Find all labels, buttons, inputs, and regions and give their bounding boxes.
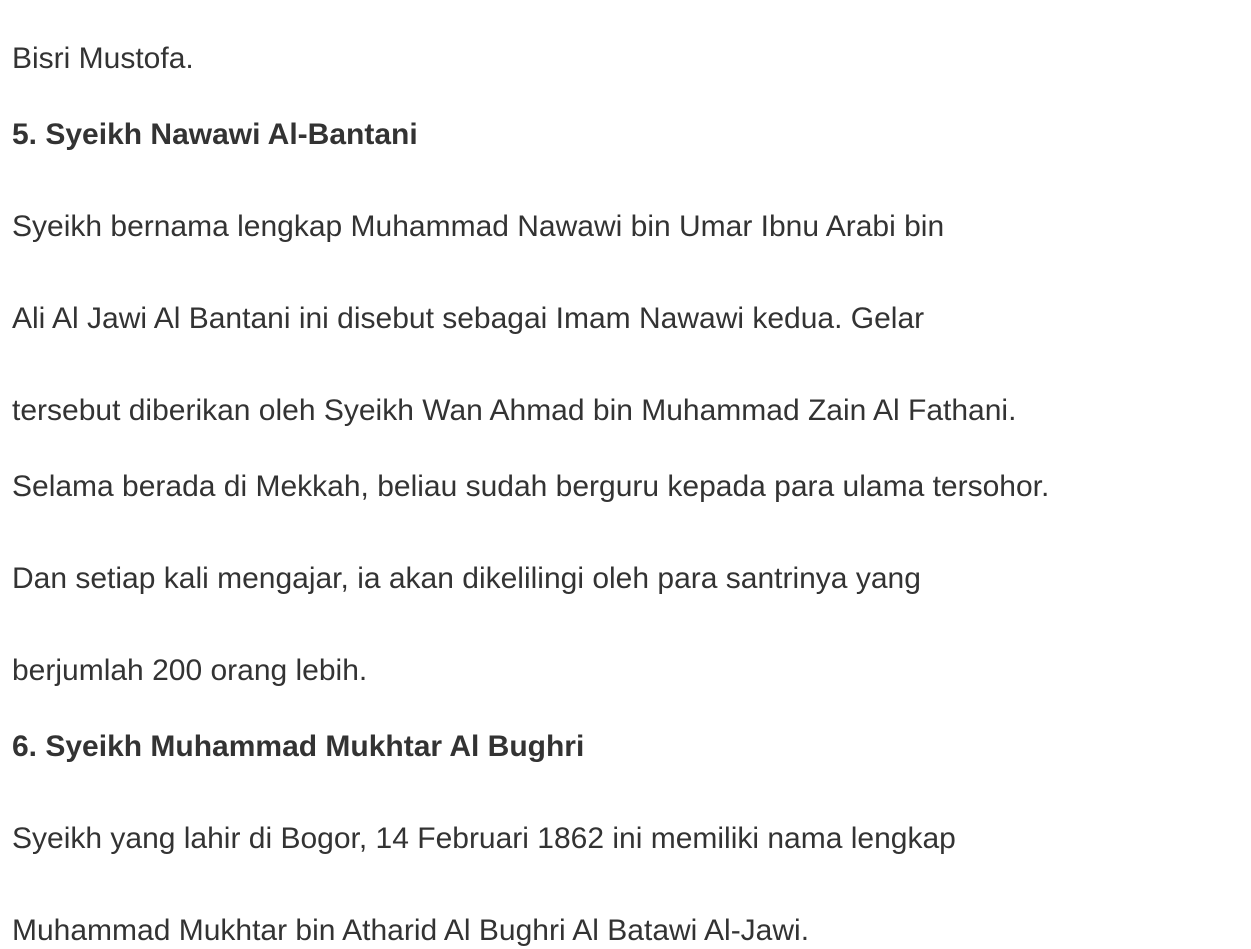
paragraph-line: berjumlah 200 orang lebih. bbox=[12, 654, 368, 687]
paragraph-line: Ali Al Jawi Al Bantani ini disebut sebagai Imam Nawawi kedua. Gelar bbox=[12, 302, 925, 335]
paragraph-line: Dan setiap kali mengajar, ia akan dikelilingi oleh para santrinya yang bbox=[12, 562, 921, 595]
paragraph-line: tersebut diberikan oleh Syeikh Wan Ahmad bin Muhammad Zain Al Fathani. bbox=[12, 394, 1017, 427]
paragraph-line: Syeikh bernama lengkap Muhammad Nawawi bin Umar Ibnu Arabi bin bbox=[12, 210, 945, 243]
paragraph-line: Muhammad Mukhtar bin Atharid Al Bughri Al Batawi Al-Jawi. bbox=[12, 914, 810, 947]
paragraph-line: Syeikh yang lahir di Bogor, 14 Februari 1862 ini memiliki nama lengkap bbox=[12, 822, 956, 855]
section-heading-5: 5. Syeikh Nawawi Al-Bantani bbox=[12, 118, 418, 151]
paragraph-line: Selama berada di Mekkah, beliau sudah berguru kepada para ulama tersohor. bbox=[12, 470, 1050, 503]
paragraph-text: Bisri Mustofa. bbox=[12, 42, 194, 75]
section-heading-6: 6. Syeikh Muhammad Mukhtar Al Bughri bbox=[12, 730, 585, 763]
